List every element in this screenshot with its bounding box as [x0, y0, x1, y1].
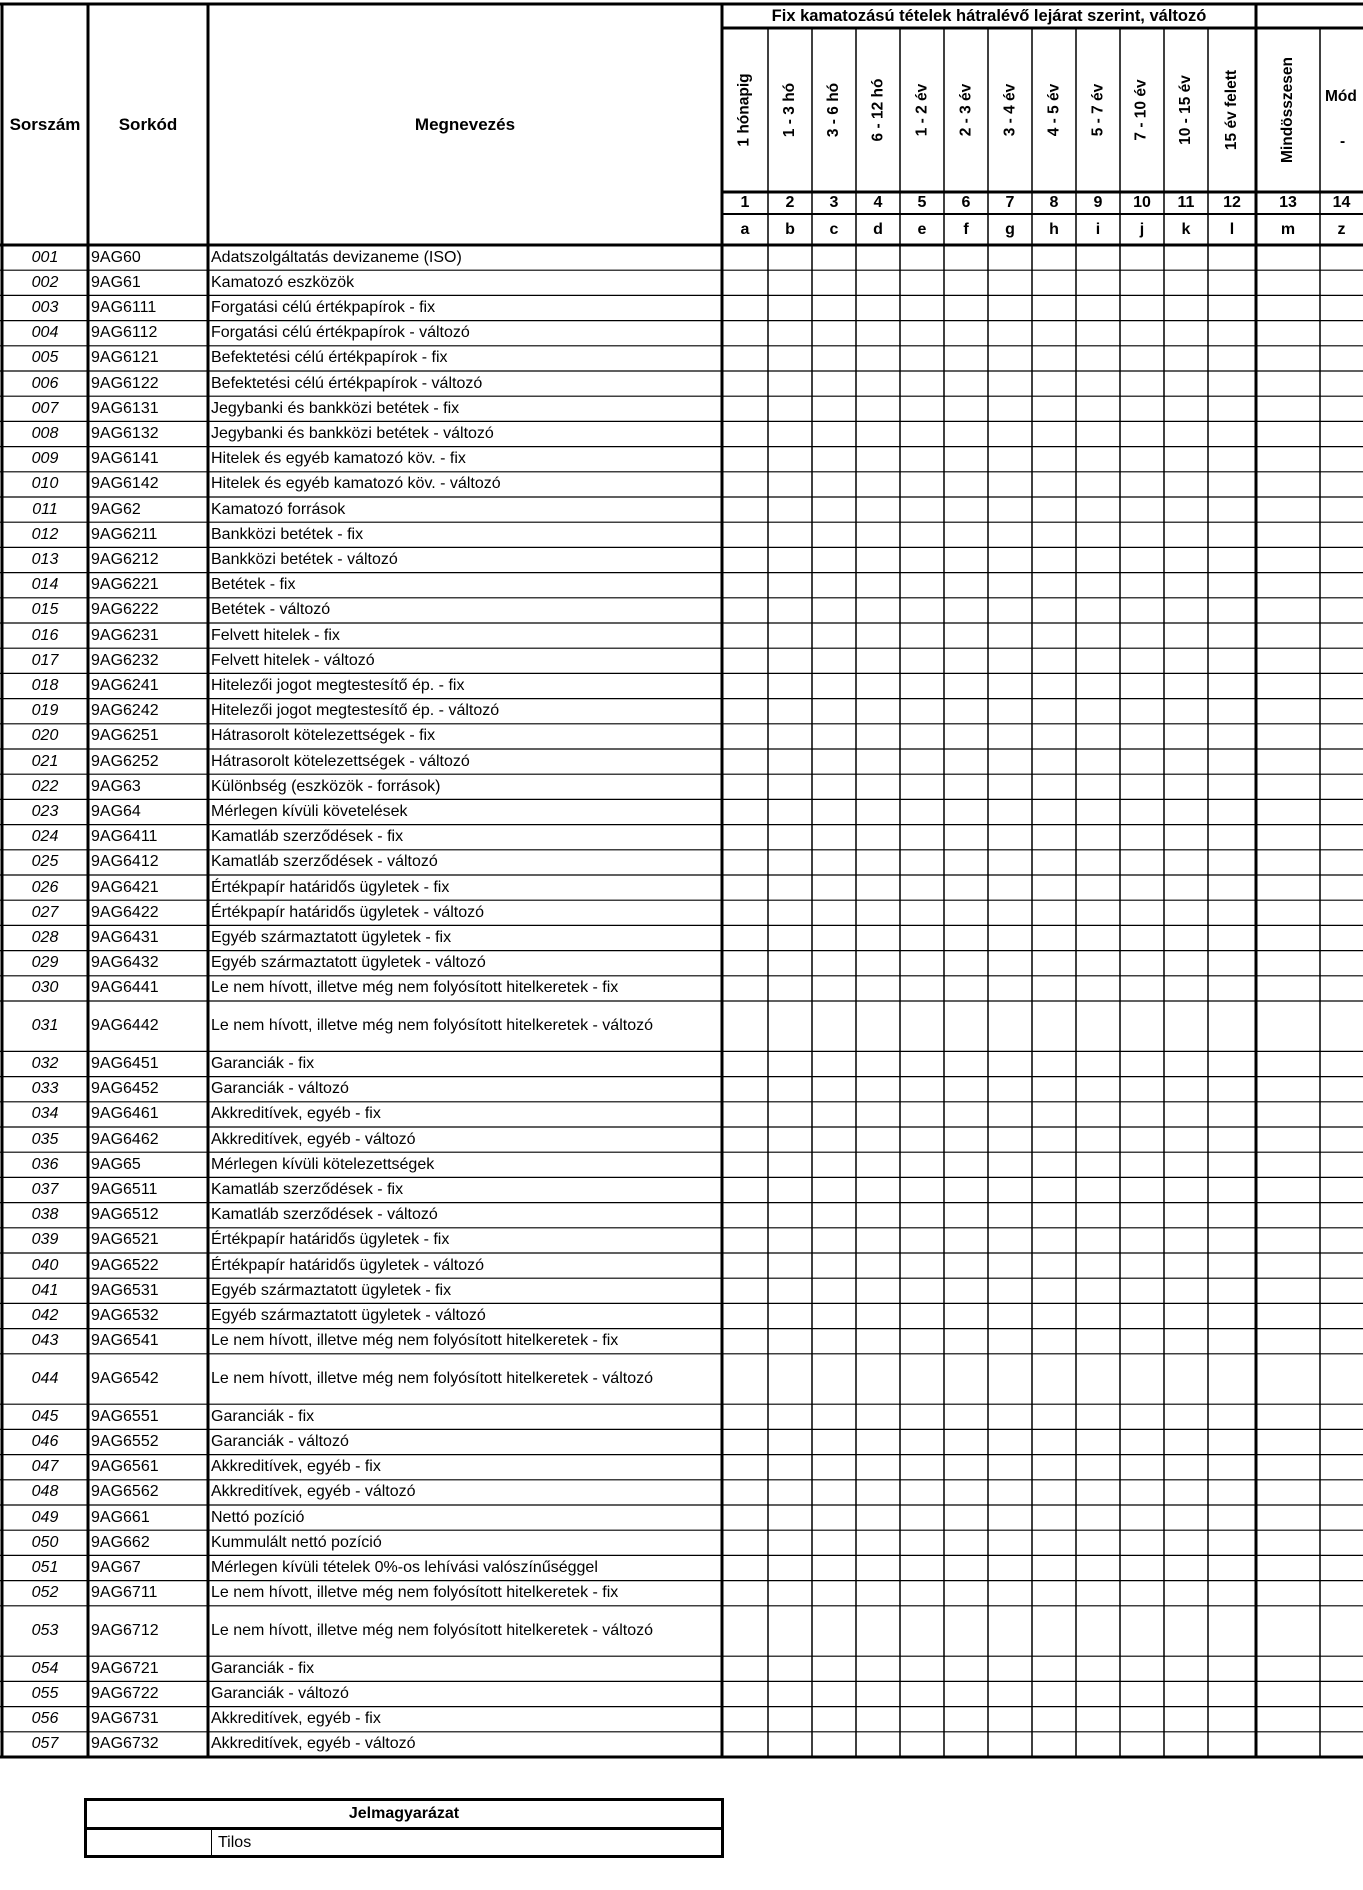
- row-megnevezes: Akkreditívek, egyéb - fix: [211, 1710, 381, 1728]
- legend-label-tilos: Tilos: [218, 1833, 252, 1851]
- column-label: 3 - 4 év: [1001, 83, 1018, 137]
- row-sorszam: 022: [31, 777, 59, 795]
- column-letter-7: g: [1005, 220, 1015, 238]
- row-megnevezes: Akkreditívek, egyéb - fix: [211, 1458, 381, 1476]
- row-megnevezes: Garanciák - változó: [211, 1432, 349, 1450]
- row-sorszam: 036: [31, 1155, 59, 1173]
- column-letter-6: f: [963, 220, 969, 238]
- column-label: 1 - 2 év: [913, 83, 930, 137]
- row-megnevezes: Akkreditívek, egyéb - fix: [211, 1105, 381, 1123]
- row-sorkod: 9AG6251: [91, 727, 159, 745]
- row-sorkod: 9AG6231: [91, 626, 159, 644]
- row-sorszam: 019: [31, 702, 59, 720]
- row-sorkod: 9AG6112: [91, 324, 158, 342]
- row-megnevezes: Betétek - fix: [211, 576, 296, 594]
- row-sorkod: 9AG6411: [91, 828, 158, 846]
- row-megnevezes: Kamatláb szerződések - változó: [211, 853, 438, 871]
- row-sorszam: 024: [31, 828, 59, 846]
- row-sorkod: 9AG6511: [91, 1180, 158, 1198]
- row-megnevezes: Mérlegen kívüli követelések: [211, 802, 408, 820]
- row-megnevezes: Forgatási célú értékpapírok - változó: [211, 324, 470, 342]
- row-sorszam: 054: [31, 1659, 59, 1677]
- column-letter-5: e: [917, 220, 927, 238]
- row-sorszam: 046: [31, 1432, 59, 1450]
- row-sorszam: 021: [31, 752, 59, 770]
- row-sorkod: 9AG661: [91, 1508, 150, 1526]
- row-sorszam: 053: [31, 1621, 59, 1639]
- row-sorszam: 043: [31, 1332, 59, 1350]
- sorszam-header: Sorszám: [9, 114, 81, 134]
- row-sorszam: 017: [31, 651, 59, 669]
- column-number-12: 12: [1223, 194, 1241, 211]
- legend-swatch: [87, 1830, 212, 1855]
- sorkod-header: Sorkód: [118, 114, 178, 134]
- row-sorszam: 007: [31, 399, 59, 417]
- column-letter-10: j: [1139, 220, 1145, 238]
- row-sorkod: 9AG6412: [91, 853, 159, 871]
- row-sorszam: 003: [31, 298, 59, 316]
- row-sorkod: 9AG6132: [91, 424, 159, 442]
- column-label: 1 - 3 hó: [781, 82, 799, 138]
- row-megnevezes: Akkreditívek, egyéb - változó: [211, 1483, 416, 1501]
- row-megnevezes: Akkreditívek, egyéb - változó: [211, 1735, 416, 1753]
- row-sorszam: 031: [31, 1017, 59, 1035]
- row-sorkod: 9AG6111: [91, 298, 157, 316]
- row-sorkod: 9AG6442: [91, 1017, 159, 1035]
- row-megnevezes: Értékpapír határidős ügyletek - változó: [211, 903, 485, 921]
- row-sorkod: 9AG64: [91, 802, 141, 820]
- column-label: Mindösszesen: [1279, 57, 1297, 163]
- row-sorszam: 038: [31, 1206, 59, 1224]
- column-number-14: 14: [1332, 194, 1351, 211]
- row-sorszam: 014: [31, 576, 59, 594]
- row-sorszam: 008: [31, 424, 59, 442]
- row-sorkod: 9AG6551: [91, 1407, 159, 1425]
- row-sorkod: 9AG6431: [91, 928, 159, 946]
- row-sorszam: 005: [31, 349, 59, 367]
- row-megnevezes: Le nem hívott, illetve még nem folyósított hitelkeretek - fix: [211, 1332, 619, 1350]
- row-sorkod: 9AG6141: [91, 450, 159, 468]
- row-sorszam: 028: [31, 928, 59, 946]
- column-letter-4: d: [873, 220, 883, 238]
- column-letter-13: m: [1280, 220, 1296, 238]
- row-sorkod: 9AG6532: [91, 1306, 159, 1324]
- row-megnevezes: Hitelek és egyéb kamatozó köv. - változó: [211, 475, 501, 493]
- row-sorkod: 9AG662: [91, 1533, 150, 1551]
- row-sorszam: 034: [31, 1105, 59, 1123]
- row-sorkod: 9AG6212: [91, 550, 159, 568]
- row-sorkod: 9AG6441: [91, 979, 159, 997]
- row-sorszam: 009: [31, 450, 59, 468]
- row-megnevezes: Befektetési célú értékpapírok - fix: [211, 349, 448, 367]
- row-sorkod: 9AG6542: [91, 1369, 159, 1387]
- row-sorkod: 9AG6522: [91, 1256, 159, 1274]
- column-number-7: 7: [1005, 194, 1015, 211]
- column-label: 15 év felett: [1223, 69, 1241, 151]
- column-number-10: 10: [1133, 194, 1151, 211]
- row-sorszam: 048: [31, 1483, 59, 1501]
- column-letter-9: i: [1095, 220, 1101, 238]
- row-sorkod: 9AG6721: [91, 1659, 159, 1677]
- row-sorkod: 9AG6552: [91, 1432, 159, 1450]
- row-megnevezes: Garanciák - fix: [211, 1407, 315, 1425]
- row-sorszam: 027: [31, 903, 59, 921]
- column-letter-3: c: [829, 220, 839, 238]
- row-megnevezes: Le nem hívott, illetve még nem folyósított hitelkeretek - fix: [211, 1584, 619, 1602]
- column-number-5: 5: [917, 194, 927, 211]
- row-megnevezes: Hitelezői jogot megtestesítő ép. - változó: [211, 702, 500, 720]
- row-megnevezes: Egyéb származtatott ügyletek - változó: [211, 954, 486, 972]
- row-megnevezes: Értékpapír határidős ügyletek - fix: [211, 1231, 450, 1249]
- column-number-8: 8: [1049, 194, 1059, 211]
- row-sorszam: 040: [31, 1256, 59, 1274]
- row-sorszam: 023: [31, 802, 59, 820]
- row-sorszam: 012: [31, 525, 59, 543]
- column-label: 4 - 5 év: [1045, 83, 1062, 137]
- row-megnevezes: Kamatozó források: [211, 500, 346, 518]
- row-megnevezes: Kamatláb szerződések - fix: [211, 828, 404, 846]
- row-megnevezes: Befektetési célú értékpapírok - változó: [211, 374, 483, 392]
- column-number-2: 2: [785, 194, 795, 211]
- column-number-3: 3: [829, 194, 839, 211]
- group-header-title: Fix kamatozású tételek hátralévő lejárat szerint, változó: [771, 6, 1207, 25]
- row-sorkod: 9AG6731: [91, 1710, 159, 1728]
- row-sorkod: 9AG63: [91, 777, 141, 795]
- row-sorkod: 9AG60: [91, 248, 141, 266]
- row-sorszam: 032: [31, 1054, 59, 1072]
- column-number-9: 9: [1093, 194, 1103, 211]
- row-sorszam: 018: [31, 676, 59, 694]
- column-label: 10 - 15 év: [1177, 75, 1194, 145]
- row-sorszam: 041: [31, 1281, 59, 1299]
- row-megnevezes: Felvett hitelek - fix: [211, 626, 340, 644]
- row-sorkod: 9AG6452: [91, 1080, 159, 1098]
- column-label: Mód: [1325, 88, 1357, 105]
- row-sorkod: 9AG6221: [91, 576, 159, 594]
- column-letter-1: a: [740, 220, 750, 238]
- row-sorkod: 9AG6711: [91, 1584, 158, 1602]
- row-sorszam: 039: [31, 1231, 59, 1249]
- row-sorkod: 9AG6121: [91, 349, 159, 367]
- row-megnevezes: Kamatláb szerződések - változó: [211, 1206, 438, 1224]
- row-sorszam: 033: [31, 1080, 59, 1098]
- row-sorkod: 9AG6242: [91, 702, 159, 720]
- row-megnevezes: Egyéb származtatott ügyletek - fix: [211, 1281, 452, 1299]
- row-sorkod: 9AG6241: [91, 676, 159, 694]
- column-number-4: 4: [873, 194, 883, 211]
- row-megnevezes: Betétek - változó: [211, 601, 331, 619]
- row-megnevezes: Bankközi betétek - fix: [211, 525, 364, 543]
- row-megnevezes: Le nem hívott, illetve még nem folyósított hitelkeretek - változó: [211, 1369, 653, 1387]
- row-sorkod: 9AG6561: [91, 1458, 159, 1476]
- row-sorszam: 025: [31, 853, 59, 871]
- row-sorkod: 9AG6432: [91, 954, 159, 972]
- row-megnevezes: Mérlegen kívüli tételek 0%-os lehívási valószínűséggel: [211, 1558, 598, 1576]
- row-sorkod: 9AG6541: [91, 1332, 159, 1350]
- row-sorkod: 9AG67: [91, 1558, 141, 1576]
- row-sorkod: 9AG62: [91, 500, 141, 518]
- row-sorszam: 055: [31, 1684, 59, 1702]
- row-megnevezes: Hátrasorolt kötelezettségek - változó: [211, 752, 470, 770]
- column-label: 7 - 10 év: [1133, 79, 1150, 141]
- legend-title: Jelmagyarázat: [87, 1801, 721, 1830]
- row-megnevezes: Hátrasorolt kötelezettségek - fix: [211, 727, 436, 745]
- column-label: 5 - 7 év: [1089, 83, 1106, 137]
- row-sorszam: 045: [31, 1407, 59, 1425]
- row-sorkod: 9AG6732: [91, 1735, 159, 1753]
- row-sorszam: 049: [31, 1508, 59, 1526]
- row-megnevezes: Akkreditívek, egyéb - változó: [211, 1130, 416, 1148]
- column-number-13: 13: [1279, 194, 1297, 211]
- row-sorkod: 9AG6512: [91, 1206, 159, 1224]
- row-sorkod: 9AG6252: [91, 752, 159, 770]
- row-sorkod: 9AG6232: [91, 651, 159, 669]
- row-megnevezes: Garanciák - változó: [211, 1684, 349, 1702]
- row-megnevezes: Egyéb származtatott ügyletek - fix: [211, 928, 452, 946]
- row-megnevezes: Adatszolgáltatás devizaneme (ISO): [211, 248, 462, 266]
- row-megnevezes: Garanciák - változó: [211, 1080, 349, 1098]
- row-sorszam: 016: [31, 626, 59, 644]
- column-label: 2 - 3 év: [957, 83, 974, 137]
- row-sorkod: 9AG6562: [91, 1483, 159, 1501]
- column-label: 3 - 6 hó: [825, 82, 843, 138]
- column-label: 1 hónapig: [736, 73, 754, 147]
- row-sorkod: 9AG6222: [91, 601, 159, 619]
- column-number-1: 1: [740, 194, 750, 211]
- row-sorkod: 9AG61: [91, 273, 141, 291]
- row-sorszam: 057: [31, 1735, 59, 1753]
- row-megnevezes: Felvett hitelek - változó: [211, 651, 375, 669]
- row-sorszam: 037: [31, 1180, 59, 1198]
- row-megnevezes: Különbség (eszközök - források): [211, 777, 441, 795]
- row-sorkod: 9AG6521: [91, 1231, 159, 1249]
- row-megnevezes: Kamatozó eszközök: [211, 273, 355, 291]
- megnevezes-header: Megnevezés: [414, 114, 516, 134]
- row-sorszam: 002: [31, 273, 59, 291]
- row-sorszam: 042: [31, 1306, 59, 1324]
- column-letter-11: k: [1181, 220, 1191, 238]
- column-letter-12: l: [1229, 220, 1235, 238]
- row-megnevezes: Garanciák - fix: [211, 1659, 315, 1677]
- row-sorkod: 9AG6451: [91, 1054, 159, 1072]
- row-megnevezes: Forgatási célú értékpapírok - fix: [211, 298, 436, 316]
- row-sorszam: 056: [31, 1710, 59, 1728]
- row-megnevezes: Kamatláb szerződések - fix: [211, 1180, 404, 1198]
- row-megnevezes: Le nem hívott, illetve még nem folyósított hitelkeretek - fix: [211, 979, 619, 997]
- row-sorszam: 015: [31, 601, 59, 619]
- row-sorkod: 9AG6722: [91, 1684, 159, 1702]
- legend-box: [84, 1798, 724, 1858]
- row-sorkod: 9AG6421: [91, 878, 159, 896]
- column-label-suffix: -: [1340, 133, 1346, 150]
- row-sorszam: 001: [31, 248, 59, 266]
- row-sorszam: 052: [31, 1584, 59, 1602]
- row-sorkod: 9AG6712: [91, 1621, 159, 1639]
- column-label: 6 - 12 hó: [869, 78, 887, 142]
- row-sorszam: 051: [31, 1558, 59, 1576]
- row-sorszam: 010: [31, 475, 59, 493]
- row-sorszam: 026: [31, 878, 59, 896]
- column-number-11: 11: [1177, 194, 1195, 211]
- row-sorkod: 9AG6211: [91, 525, 158, 543]
- row-megnevezes: Értékpapír határidős ügyletek - fix: [211, 878, 450, 896]
- row-megnevezes: Mérlegen kívüli kötelezettségek: [211, 1155, 435, 1173]
- row-sorszam: 035: [31, 1130, 59, 1148]
- row-megnevezes: Hitelezői jogot megtestesítő ép. - fix: [211, 676, 465, 694]
- row-megnevezes: Kummulált nettó pozíció: [211, 1533, 382, 1551]
- row-sorkod: 9AG6461: [91, 1105, 159, 1123]
- row-sorszam: 006: [31, 374, 59, 392]
- row-sorszam: 050: [31, 1533, 59, 1551]
- row-sorszam: 004: [31, 324, 59, 342]
- row-megnevezes: Jegybanki és bankközi betétek - fix: [211, 399, 460, 417]
- row-megnevezes: Értékpapír határidős ügyletek - változó: [211, 1256, 485, 1274]
- row-sorkod: 9AG6131: [91, 399, 159, 417]
- row-megnevezes: Jegybanki és bankközi betétek - változó: [211, 424, 494, 442]
- column-letter-14: z: [1337, 220, 1346, 238]
- row-sorkod: 9AG6462: [91, 1130, 159, 1148]
- row-sorkod: 9AG6531: [91, 1281, 159, 1299]
- row-sorszam: 029: [31, 954, 59, 972]
- row-sorszam: 020: [31, 727, 59, 745]
- row-sorszam: 047: [31, 1458, 59, 1476]
- row-megnevezes: Le nem hívott, illetve még nem folyósított hitelkeretek - változó: [211, 1621, 653, 1639]
- row-megnevezes: Hitelek és egyéb kamatozó köv. - fix: [211, 450, 466, 468]
- row-megnevezes: Egyéb származtatott ügyletek - változó: [211, 1306, 486, 1324]
- row-sorszam: 013: [31, 550, 59, 568]
- row-sorszam: 044: [31, 1369, 59, 1387]
- row-megnevezes: Nettó pozíció: [211, 1508, 305, 1526]
- row-megnevezes: Le nem hívott, illetve még nem folyósított hitelkeretek - változó: [211, 1017, 653, 1035]
- column-number-6: 6: [961, 194, 971, 211]
- row-sorszam: 030: [31, 979, 59, 997]
- row-sorkod: 9AG65: [91, 1155, 141, 1173]
- column-letter-2: b: [785, 220, 795, 238]
- row-sorkod: 9AG6122: [91, 374, 159, 392]
- row-megnevezes: Garanciák - fix: [211, 1054, 315, 1072]
- row-sorszam: 011: [32, 500, 58, 518]
- row-megnevezes: Bankközi betétek - változó: [211, 550, 398, 568]
- column-letter-8: h: [1049, 220, 1059, 238]
- row-sorkod: 9AG6422: [91, 903, 159, 921]
- row-sorkod: 9AG6142: [91, 475, 159, 493]
